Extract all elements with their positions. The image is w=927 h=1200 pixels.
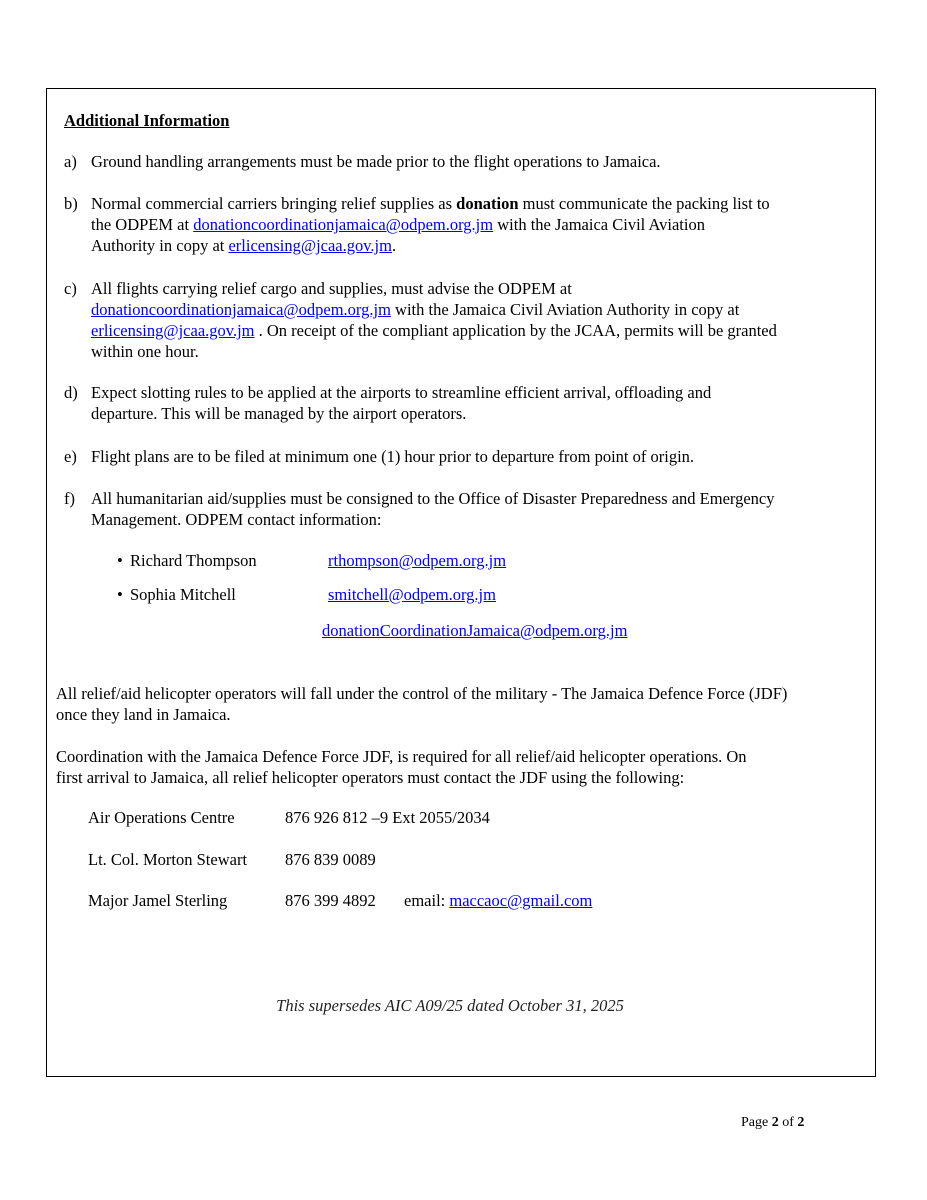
jdf-email-link[interactable]: maccaoc@gmail.com — [449, 891, 593, 910]
item-b-line3: Authority in copy at erlicensing@jcaa.gov.jm. — [91, 236, 397, 255]
contact-email-link[interactable]: rthompson@odpem.org.jm — [328, 551, 507, 570]
item-b-line1: Normal commercial carriers bringing relief supplies as donation must communicate the packing list to — [91, 194, 770, 213]
item-f-letter: f) — [64, 489, 75, 508]
contact-email-link[interactable]: smitchell@odpem.org.jm — [328, 585, 496, 604]
item-c-line2: donationcoordinationjamaica@odpem.org.jm with the Jamaica Civil Aviation Authority in copy at — [91, 300, 740, 319]
jdf-contact-phone: 876 839 0089 — [285, 850, 376, 869]
item-d-letter: d) — [64, 383, 78, 402]
item-e-text: Flight plans are to be filed at minimum one (1) hour prior to departure from point of origin. — [91, 447, 695, 466]
item-c-line3: erlicensing@jcaa.gov.jm . On receipt of the compliant application by the JCAA, permits will be granted — [91, 321, 777, 340]
bullet-icon: • — [117, 551, 123, 570]
supersedes-note: This supersedes AIC A09/25 dated October 31, 2025 — [276, 996, 624, 1015]
contact-name: Sophia Mitchell — [130, 585, 236, 604]
coordination-line1: Coordination with the Jamaica Defence Force JDF, is required for all relief/aid helicopter operations. On — [56, 747, 747, 766]
page-number: Page 2 of 2 — [741, 1115, 805, 1130]
donation-email-link[interactable]: donationcoordinationjamaica@odpem.org.jm — [193, 215, 494, 234]
jdf-contact-phone: 876 399 4892 — [285, 891, 376, 910]
item-c-letter: c) — [64, 279, 77, 298]
item-b-line2: the ODPEM at donationcoordinationjamaica@odpem.org.jm with the Jamaica Civil Aviation — [91, 215, 705, 234]
item-d-line2: departure. This will be managed by the airport operators. — [91, 404, 467, 423]
erlicensing-email-link[interactable]: erlicensing@jcaa.gov.jm — [91, 321, 255, 340]
donation-email-link[interactable]: donationcoordinationjamaica@odpem.org.jm — [91, 300, 391, 319]
helicopter-control-line2: once they land in Jamaica. — [56, 705, 231, 724]
jdf-email-row: email: maccaoc@gmail.com — [404, 891, 593, 910]
item-d-line1: Expect slotting rules to be applied at the airports to streamline efficient arrival, offloading and — [91, 383, 712, 402]
item-e-letter: e) — [64, 447, 77, 466]
item-b-letter: b) — [64, 194, 78, 213]
section-heading: Additional Information — [64, 111, 230, 130]
coordination-line2: first arrival to Jamaica, all relief helicopter operators must contact the JDF using the following: — [56, 768, 685, 787]
jdf-contact-phone: 876 926 812 –9 Ext 2055/2034 — [285, 808, 490, 827]
general-donation-email-link[interactable]: donationCoordinationJamaica@odpem.org.jm — [322, 621, 628, 640]
item-a-letter: a) — [64, 152, 77, 171]
contact-name: Richard Thompson — [130, 551, 257, 570]
item-a-text: Ground handling arrangements must be made prior to the flight operations to Jamaica. — [91, 152, 661, 171]
helicopter-control-line1: All relief/aid helicopter operators will fall under the control of the military - The Jamaica Defence Force (JDF) — [56, 684, 788, 703]
item-f-line1: All humanitarian aid/supplies must be consigned to the Office of Disaster Preparedness and Emergency — [91, 489, 775, 508]
jdf-contact-label: Air Operations Centre — [88, 808, 235, 827]
bullet-icon: • — [117, 585, 123, 604]
item-c-line1: All flights carrying relief cargo and supplies, must advise the ODPEM at — [91, 279, 572, 298]
erlicensing-email-link[interactable]: erlicensing@jcaa.gov.jm — [228, 236, 392, 255]
donation-emphasis: donation — [456, 194, 519, 213]
item-f-line2: Management. ODPEM contact information: — [91, 510, 382, 529]
jdf-contact-label: Lt. Col. Morton Stewart — [88, 850, 248, 869]
item-c-line4: within one hour. — [91, 342, 199, 361]
jdf-contact-label: Major Jamel Sterling — [88, 891, 228, 910]
